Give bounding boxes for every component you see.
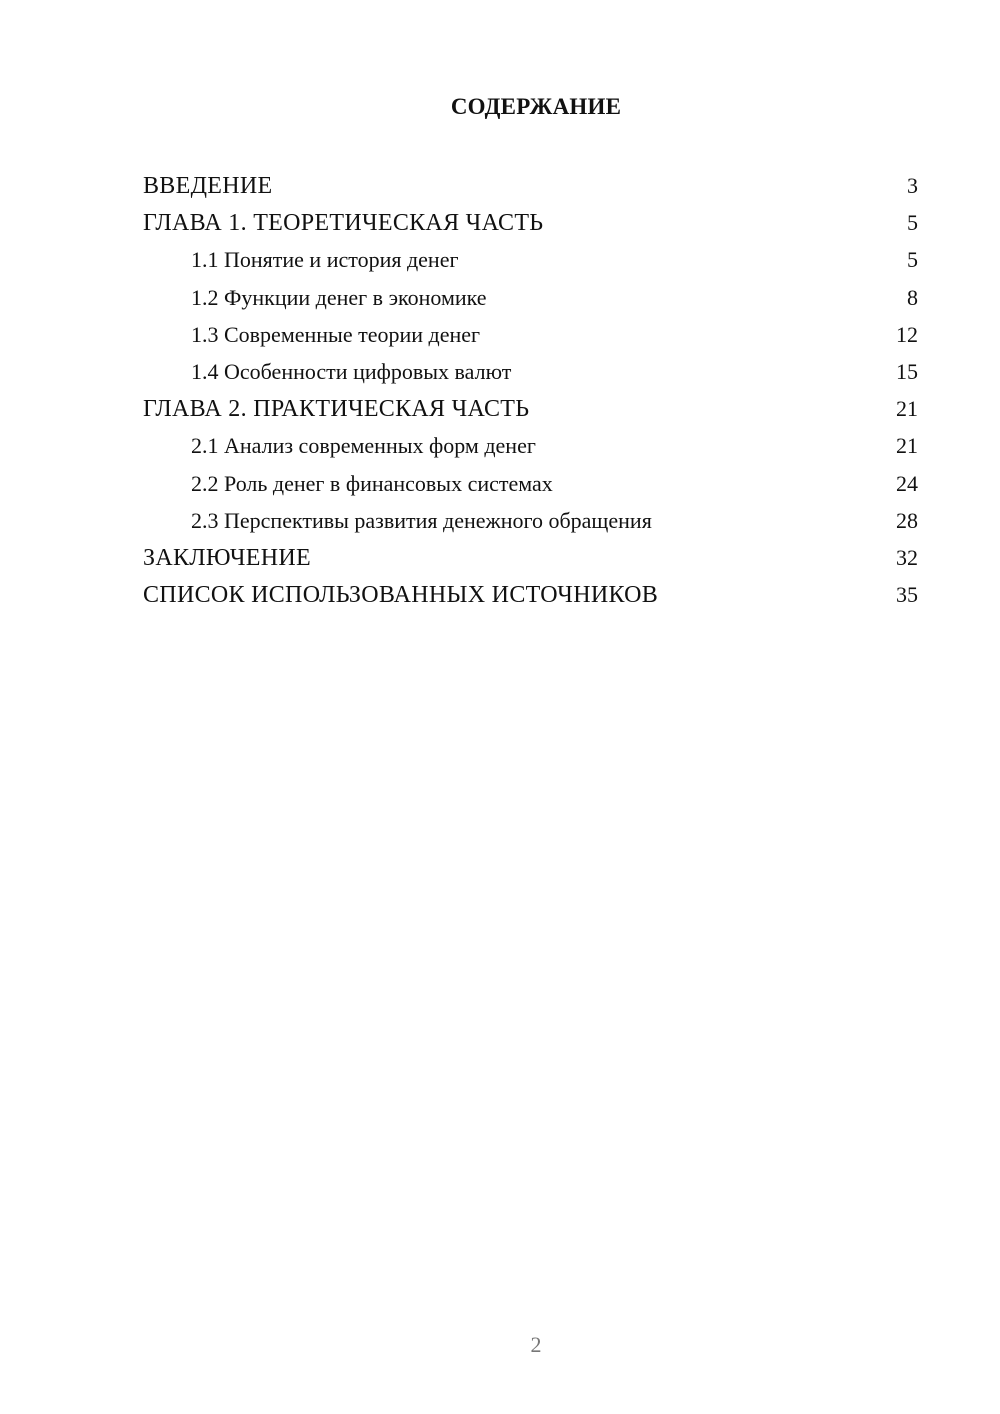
toc-entry-section-1-3[interactable] (143, 316, 918, 353)
page-number: 2 (530, 1332, 542, 1357)
toc-entry-section-2-3[interactable] (143, 502, 918, 539)
toc-entry-page: 5 (907, 247, 918, 273)
toc-entry-label: ГЛАВА 1. ТЕОРЕТИЧЕСКАЯ ЧАСТЬ (143, 210, 544, 237)
toc-entry-label: ВВЕДЕНИЕ (143, 173, 273, 199)
toc-entry-page: 8 (907, 284, 918, 310)
toc-entry-page: 35 (896, 582, 918, 608)
toc-entry-page: 21 (896, 396, 918, 422)
toc-entry-label: СПИСОК ИСПОЛЬЗОВАННЫХ ИСТОЧНИКОВ (143, 582, 659, 609)
toc-entry-page: 28 (896, 507, 918, 533)
table-of-contents (143, 167, 918, 613)
toc-entry-page: 5 (907, 210, 918, 236)
toc-entry-introduction[interactable] (143, 167, 918, 204)
toc-entry-chapter-1[interactable] (143, 204, 918, 241)
toc-entry-conclusion[interactable] (143, 539, 918, 576)
toc-entry-page: 12 (896, 321, 918, 347)
toc-entry-page: 15 (896, 358, 918, 384)
toc-entry-label: 1.4 Особенности цифровых валют (191, 358, 512, 384)
toc-entry-label: 1.3 Современные теории денег (191, 321, 481, 347)
toc-entry-page: 32 (896, 544, 918, 570)
toc-entry-label: 2.3 Перспективы развития денежного обращения (191, 507, 652, 533)
page-title: СОДЕРЖАНИЕ (450, 94, 622, 119)
toc-entry-page: 24 (896, 470, 918, 496)
toc-entry-label: ГЛАВА 2. ПРАКТИЧЕСКАЯ ЧАСТЬ (143, 396, 530, 423)
toc-entry-label: 2.2 Роль денег в финансовых системах (191, 470, 553, 496)
toc-entry-section-1-1[interactable] (143, 241, 918, 278)
toc-entry-chapter-2[interactable] (143, 390, 918, 427)
toc-entry-label: 1.1 Понятие и история денег (191, 247, 459, 273)
toc-entry-section-1-4[interactable] (143, 353, 918, 390)
toc-entry-label: 2.1 Анализ современных форм денег (191, 433, 536, 459)
toc-entry-label: 1.2 Функции денег в экономике (191, 284, 487, 310)
toc-entry-section-2-1[interactable] (143, 427, 918, 464)
toc-entry-page: 3 (907, 173, 918, 198)
toc-entry-section-2-2[interactable] (143, 465, 918, 502)
toc-entry-page: 21 (896, 433, 918, 459)
toc-entry-label: ЗАКЛЮЧЕНИЕ (143, 544, 311, 571)
toc-entry-section-1-2[interactable] (143, 279, 918, 316)
toc-entry-references[interactable] (143, 576, 918, 613)
